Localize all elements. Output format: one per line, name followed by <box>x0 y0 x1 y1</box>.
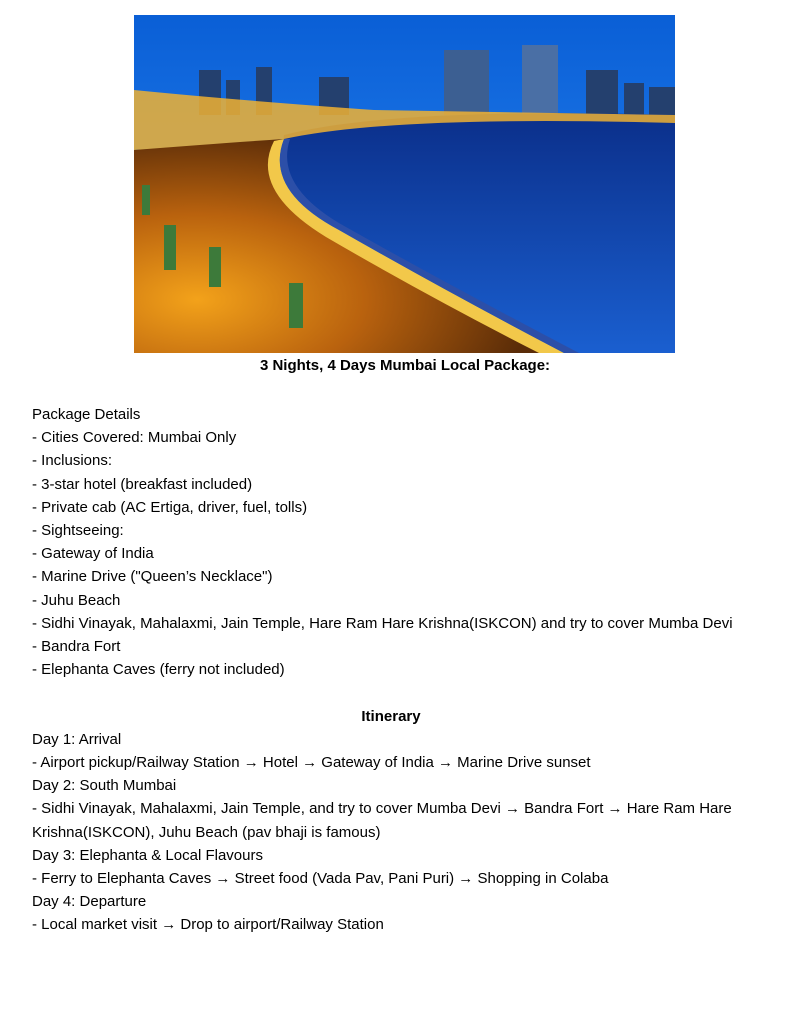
itinerary-day: Day 1: Arrival <box>32 730 122 748</box>
itinerary-heading: Itinerary <box>361 707 421 725</box>
itinerary-detail: - Local market visit → Drop to airport/Railway Station <box>32 916 384 934</box>
detail-line: - Private cab (AC Ertiga, driver, fuel, tolls) <box>32 498 308 516</box>
detail-line: - Juhu Beach <box>32 591 121 609</box>
marine-drive-photo <box>134 15 675 353</box>
detail-line: - Marine Drive ("Queen’s Necklace") <box>32 568 273 586</box>
package-details-heading: Package Details <box>32 406 141 423</box>
package-content <box>32 403 750 937</box>
package-title: 3 Nights, 4 Days Mumbai Local Package: <box>259 357 551 374</box>
detail-line: - 3-star hotel (breakfast included) <box>32 475 253 493</box>
detail-line: - Sidhi Vinayak, Mahalaxmi, Jain Temple, Hare Ram Hare Krishna(ISKCON) and try to cover Mumba Devi <box>32 614 733 632</box>
itinerary-day: Day 4: Departure <box>32 893 147 911</box>
spacer <box>32 681 750 704</box>
itinerary-day: Day 2: South Mumbai <box>32 777 177 795</box>
detail-line: - Inclusions: <box>32 452 113 470</box>
itinerary-detail: - Airport pickup/Railway Station → Hotel → Gateway of India → Marine Drive sunset <box>32 754 591 772</box>
detail-line: - Gateway of India <box>32 545 154 563</box>
detail-line: - Sightseeing: <box>32 522 124 540</box>
detail-line: - Elephanta Caves (ferry not included) <box>32 661 285 679</box>
itinerary-detail: - Sidhi Vinayak, Mahalaxmi, Jain Temple, and try to cover Mumba Devi → Bandra Fort → Hare Ram Hare Krishna(ISKCON), Juhu Beach (pav bhaji is famous) <box>32 800 732 841</box>
itinerary-day: Day 3: Elephanta & Local Flavours <box>32 846 263 864</box>
detail-line: - Cities Covered: Mumbai Only <box>32 429 237 447</box>
detail-line: - Bandra Fort <box>32 638 121 656</box>
itinerary-detail: - Ferry to Elephanta Caves → Street food (Vada Pav, Pani Puri) → Shopping in Colaba <box>32 870 609 888</box>
